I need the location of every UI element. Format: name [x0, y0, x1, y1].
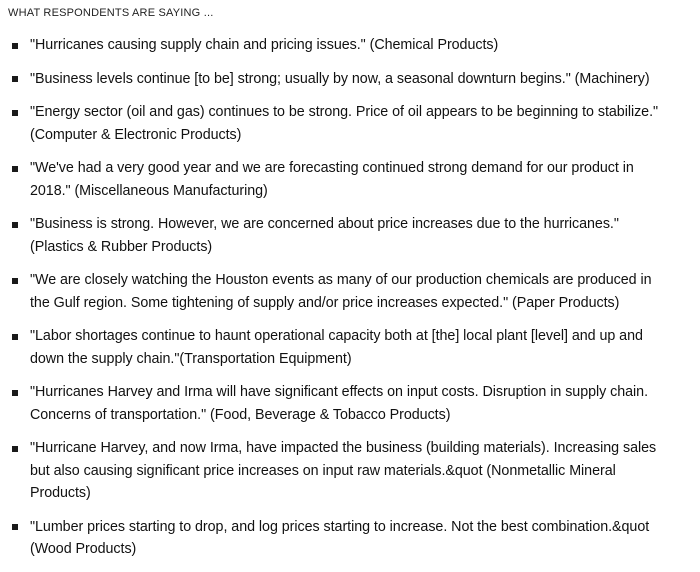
quote-text: "Energy sector (oil and gas) continues to be strong. Price of oil appears to be beginning to stabilize." (Computer & Electronic Products) — [30, 104, 659, 143]
quote-text: "We've had a very good year and we are forecasting continued strong demand for our product in 2018." (Miscellaneous Manufacturing) — [30, 160, 634, 199]
quote-item — [8, 381, 692, 426]
square-bullet-icon — [12, 524, 18, 530]
square-bullet-icon — [12, 390, 18, 396]
quote-text: "Business levels continue [to be] strong; usually by now, a seasonal downturn begins." (Machinery) — [30, 70, 650, 87]
quote-text: "Hurricanes causing supply chain and pricing issues." (Chemical Products) — [30, 37, 499, 53]
square-bullet-icon — [12, 110, 18, 116]
quote-text: "Lumber prices starting to drop, and log prices starting to increase. Not the best combination.&quot (Wood Products) — [30, 518, 650, 557]
quote-list — [8, 34, 692, 561]
square-bullet-icon — [12, 446, 18, 452]
quote-item — [8, 157, 692, 202]
quote-item — [8, 325, 692, 370]
section-heading: WHAT RESPONDENTS ARE SAYING ... — [8, 7, 214, 19]
quote-item — [8, 437, 692, 505]
quote-text: "We are closely watching the Houston events as many of our production chemicals are produced in the Gulf region. Some tightening of supply and/or price increases expected." (Paper Products) — [30, 272, 652, 311]
square-bullet-icon — [12, 334, 18, 340]
quote-text: "Hurricanes Harvey and Irma will have significant effects on input costs. Disruption in supply chain. Concerns of transportation." (Food, Beverage & Tobacco Products) — [30, 384, 648, 423]
quote-text: "Labor shortages continue to haunt operational capacity both at [the] local plant [level] and up and down the supply chain."(Transportation Equipment) — [30, 328, 643, 367]
quote-text: "Business is strong. However, we are concerned about price increases due to the hurricanes." (Plastics & Rubber Products) — [30, 216, 619, 255]
square-bullet-icon — [12, 76, 18, 82]
quote-item — [8, 101, 692, 146]
square-bullet-icon — [12, 278, 18, 284]
quote-item — [8, 516, 692, 561]
quote-item — [8, 269, 692, 314]
quote-item — [8, 68, 692, 91]
quote-item — [8, 34, 692, 57]
square-bullet-icon — [12, 43, 18, 49]
quote-text: "Hurricane Harvey, and now Irma, have impacted the business (building materials). Increasing sales but also causing significant price increases on input raw materials.&quot (Nonmetallic Mineral Products) — [30, 440, 657, 501]
square-bullet-icon — [12, 166, 18, 172]
quote-item — [8, 213, 692, 258]
square-bullet-icon — [12, 222, 18, 228]
